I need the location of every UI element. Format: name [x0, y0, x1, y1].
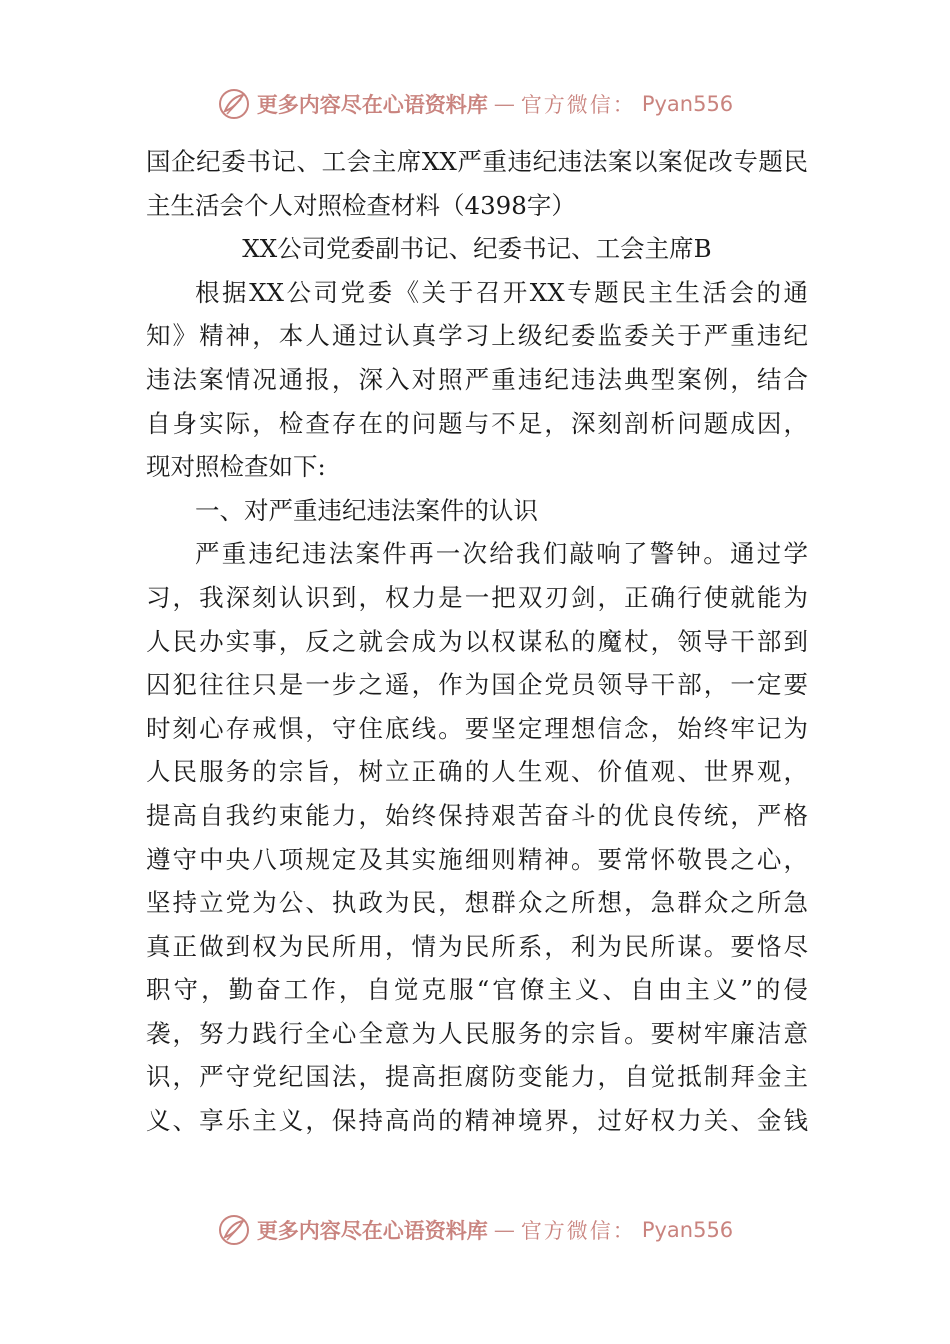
- section-line-14: 义、享乐主义，保持高尚的精神境界，过好权力关、金钱: [146, 1106, 808, 1136]
- pen-scroll-logo-icon: [217, 87, 251, 121]
- section-line-6: 人民服务的宗旨，树立正确的人生观、价值观、世界观，: [146, 757, 808, 787]
- intro-line-2: 知》精神，本人通过认真学习上级纪委监委关于严重违纪: [146, 321, 808, 351]
- pen-scroll-logo-icon: [217, 1213, 251, 1247]
- watermark-main-text: 更多内容尽在心语资料库: [256, 1218, 488, 1243]
- watermark-sub-text: 官方微信：: [520, 93, 636, 117]
- section-line-4: 囚犯往往只是一步之遥，作为国企党员领导干部，一定要: [146, 670, 808, 700]
- intro-line-5: 现对照检查如下:: [146, 452, 326, 482]
- section-line-9: 坚持立党为公、执政为民，想群众之所想，急群众之所急: [146, 888, 808, 918]
- section-line-2: 习，我深刻认识到，权力是一把双刃剑，正确行使就能为: [146, 582, 808, 612]
- intro-line-3: 违法案情况通报，深入对照严重违纪违法典型案例，结合: [146, 364, 808, 394]
- watermark-id-text: Pyan556: [641, 92, 734, 116]
- section-line-12: 袭，努力践行全心全意为人民服务的宗旨。要树牢廉洁意: [146, 1018, 808, 1048]
- watermark-separator: —: [493, 1218, 515, 1242]
- section-heading: 一、对严重违纪违法案件的认识: [195, 495, 538, 525]
- section-line-1: 严重违纪违法案件再一次给我们敲响了警钟。通过学: [195, 539, 808, 569]
- title-line-2: 主生活会个人对照检查材料（4398字）: [146, 190, 576, 220]
- section-line-5: 时刻心存戒惧，守住底线。要坚定理想信念，始终牢记为: [146, 713, 808, 743]
- section-line-10: 真正做到权为民所用，情为民所系，利为民所谋。要恪尽: [146, 931, 808, 961]
- watermark-main-text: 更多内容尽在心语资料库: [256, 92, 488, 117]
- watermark-id-text: Pyan556: [641, 1218, 734, 1242]
- watermark-separator: —: [493, 92, 515, 116]
- author-line: XX公司党委副书记、纪委书记、工会主席B: [242, 234, 712, 264]
- section-line-13: 识，严守党纪国法，提高拒腐防变能力，自觉抵制拜金主: [146, 1062, 808, 1092]
- section-line-7: 提高自我约束能力，始终保持艰苦奋斗的优良传统，严格: [146, 800, 808, 830]
- watermark-banner-top: [0, 82, 950, 126]
- intro-line-4: 自身实际，检查存在的问题与不足，深刻剖析问题成因，: [146, 408, 808, 438]
- document-body: [146, 140, 808, 1143]
- section-line-11: 职守，勤奋工作，自觉克服“官僚主义、自由主义”的侵: [146, 975, 808, 1005]
- watermark-banner-bottom: [0, 1208, 950, 1252]
- title-line-1: 国企纪委书记、工会主席XX严重违纪违法案以案促改专题民: [146, 147, 808, 176]
- section-line-3: 人民办实事，反之就会成为以权谋私的魔杖，领导干部到: [146, 626, 808, 656]
- intro-line-1: 根据XX公司党委《关于召开XX专题民主生活会的通: [195, 277, 808, 307]
- watermark-sub-text: 官方微信：: [520, 1219, 636, 1243]
- section-line-8: 遵守中央八项规定及其实施细则精神。要常怀敬畏之心，: [146, 844, 808, 874]
